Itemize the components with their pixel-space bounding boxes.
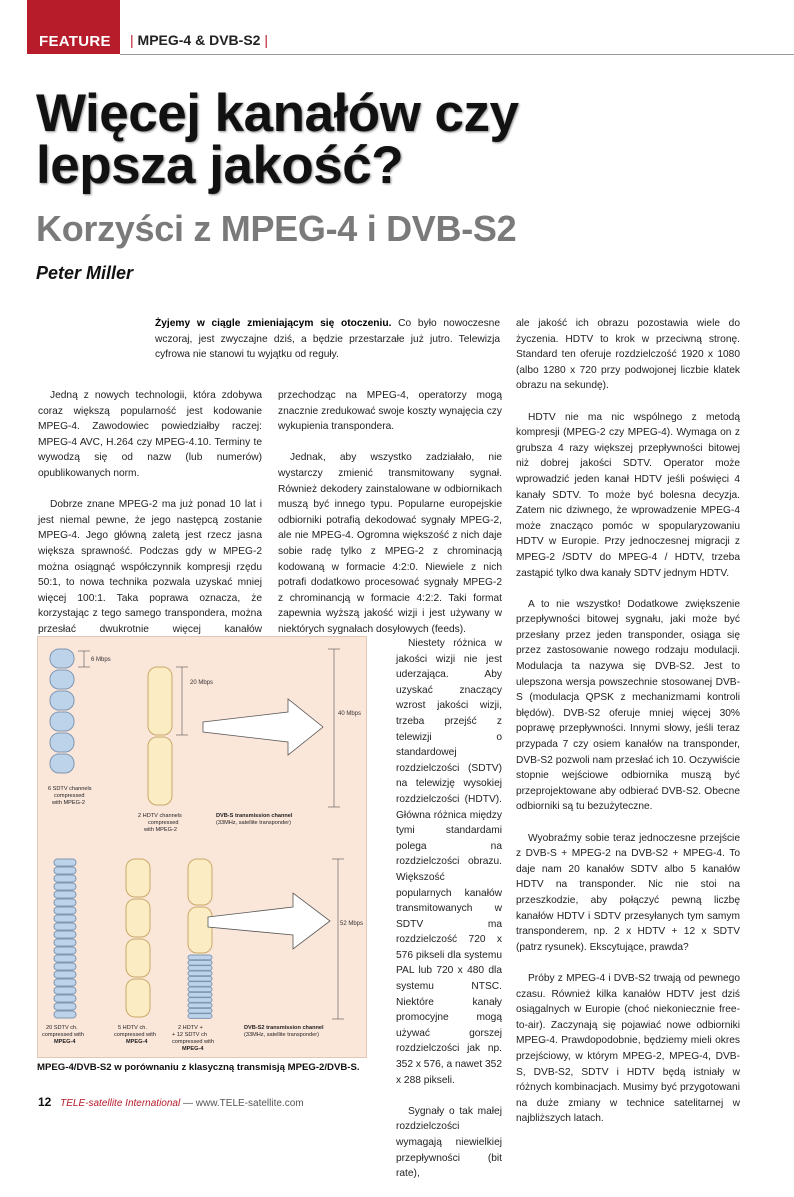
sdtv-block	[54, 955, 76, 962]
sdtv-block	[50, 670, 74, 689]
sdtv-block	[50, 754, 74, 773]
diagram-svg	[38, 637, 366, 1057]
feature-label: FEATURE	[39, 33, 111, 50]
sdtv-block	[54, 907, 76, 914]
sdtv-block	[188, 992, 212, 997]
bot-b-line1: 5 HDTV ch.	[118, 1025, 147, 1031]
header-rule	[120, 54, 794, 55]
sdtv-block	[54, 931, 76, 938]
top-c-line1: DVB-S transmission channel	[216, 813, 293, 819]
figure-diagram	[37, 636, 367, 1058]
top-b-line1: 2 HDTV channels	[138, 813, 182, 819]
sdtv-block	[54, 891, 76, 898]
sdtv-block	[54, 923, 76, 930]
hdtv-block	[126, 899, 150, 937]
sdtv-block	[54, 971, 76, 978]
sdtv-block	[50, 649, 74, 668]
column-1	[38, 388, 262, 669]
hdtv-block	[126, 859, 150, 897]
bot-c-line1: 2 HDTV +	[178, 1025, 203, 1031]
sdtv-block	[54, 963, 76, 970]
sdtv-block	[188, 998, 212, 1003]
hdtv-stack-top	[148, 667, 172, 805]
arrow-bottom	[208, 893, 330, 949]
sdtv-block	[188, 966, 212, 971]
footer-url: www.TELE-satellite.com	[195, 1098, 304, 1109]
paragraph: Sygnały o tak małej rozdzielczości wymagają niewielkiej przepływności (bit rate),	[396, 1105, 502, 1180]
sdtv-block	[50, 712, 74, 731]
sdtv-block	[188, 982, 212, 987]
section-title: | MPEG-4 & DVB-S2 |	[130, 32, 268, 48]
bot-c-line2: + 12 SDTV ch	[172, 1032, 207, 1038]
bot-a-line2: compressed with	[42, 1032, 84, 1038]
hdtv-block	[148, 737, 172, 805]
paragraph: ale jakość ich obrazu pozostawia wiele do życzenia. HDTV to krok w przeciwną stronę. Standard ten oferuje rozdzielczość 1920 x 1080 (albo 1280 x 720 przy podwojonej liczbie klatek obrazu na sekundę).	[516, 318, 740, 392]
sdtv-block	[54, 883, 76, 890]
sdtv-block	[54, 1003, 76, 1010]
headline-line-2: lepsza jakość?	[36, 136, 404, 195]
bot-a-line3: MPEG-4	[54, 1039, 76, 1045]
sdtv-block	[188, 960, 212, 965]
bot-d-line2: (33MHz, satellite transponder)	[244, 1032, 319, 1038]
hdtv-block	[126, 939, 150, 977]
sdtv-block	[54, 947, 76, 954]
footer	[38, 1095, 304, 1109]
headline	[36, 84, 776, 195]
sdtv-block	[54, 1011, 76, 1018]
label-40mbps: 40 Mbps	[338, 711, 362, 717]
hdtv-block	[126, 979, 150, 1017]
sdtv-block	[54, 899, 76, 906]
lead-paragraph	[155, 316, 500, 363]
top-a-line2: compressed	[54, 793, 85, 799]
sdtv-block	[54, 867, 76, 874]
sdtv-block	[54, 915, 76, 922]
bot-d-line1: DVB-S2 transmission channel	[244, 1025, 324, 1031]
column-3	[516, 316, 740, 1142]
sdtv-stack-top	[50, 649, 74, 773]
column-2-lower	[396, 636, 502, 1197]
sdtv-block	[54, 859, 76, 866]
sdtv-block	[54, 987, 76, 994]
sdtv-block	[50, 691, 74, 710]
label-6mbps: 6 Mbps	[91, 657, 111, 663]
paragraph: Niestety różnica w jakości wizji nie jest uderzająca. Aby uzyskać znaczący wzrost jakości wizji, trzeba przejść z telewizji o standardowej rozdzielczości (SDTV) na telewizję wysokiej rozdzielczości (HDTV). Główna różnica między tymi standardami polega na rozdzielczości obrazu. Większość popularnych kanałów transmitowanych w SDTV ma rozdzielczość 720 x 576 pikseli dla systemu PAL lub 720 x 480 dla systemu NTSC. Niektóre kanały promocyjne mogą używać gorszej rozdzielczości jak np. 352 x 576, a nawet 352 x 288 pikseli.	[396, 638, 502, 1086]
top-a-line3: with MPEG-2	[52, 800, 85, 806]
page-number: 12	[38, 1095, 52, 1109]
footer-dash: —	[183, 1098, 193, 1109]
hdtv-block	[188, 907, 212, 953]
top-a-line1: 6 SDTV channels	[48, 786, 92, 792]
hdtv-block	[188, 859, 212, 905]
mixed-stack-bottom	[188, 859, 212, 1018]
sdtv-block	[188, 1008, 212, 1013]
bot-c-line3: compressed with	[172, 1039, 214, 1045]
label-20mbps: 20 Mbps	[190, 680, 214, 686]
bot-c-line4: MPEG-4	[182, 1046, 204, 1052]
arrow-top	[203, 699, 323, 755]
headline-line-1: Więcej kanałów czy	[36, 84, 519, 143]
sdtv-block	[54, 875, 76, 882]
publication-name: TELE-satellite International	[60, 1098, 181, 1109]
sdtv-block	[50, 733, 74, 752]
sdtv-block	[188, 987, 212, 992]
feature-tag	[27, 0, 120, 54]
label-52mbps: 52 Mbps	[340, 921, 364, 927]
sdtv-block	[54, 995, 76, 1002]
paragraph: Wyobraźmy sobie teraz jednoczesne przejście z DVB-S + MPEG-2 na DVB-S2 + MPEG-4. To daje nam 20 kanałów SDTV albo 5 kanałów HDTV na transponder. Nic nie stoi na przeszkodzie, aby połączyć pewną liczbę kanałów HDTV i SDTV przesyłanych tym samym transponderem, np. 2 x HDTV + 12 x SDTV (patrz rysunek). Ekscytujące, prawda?	[516, 832, 740, 953]
hdtv-block	[148, 667, 172, 735]
sdtv-block	[54, 939, 76, 946]
lead-rest: Co było nowoczesne wczoraj, jest zwyczajne dziś, a będzie przestarzałe już jutro. Telewizja cyfrowa nie stanowi tu wyjątku od reguły.	[155, 318, 500, 361]
bot-b-line2: compressed with	[114, 1032, 156, 1038]
paragraph: przechodząc na MPEG-4, operatorzy mogą znacznie zredukować swoje koszty wynajęcia czy wykupienia transpondera.	[278, 390, 502, 433]
sdtv-block	[188, 1014, 212, 1019]
bot-a-line1: 20 SDTV ch.	[46, 1025, 78, 1031]
sdtv-stack-bottom	[54, 859, 76, 1018]
section-title-text: MPEG-4 & DVB-S2	[137, 32, 261, 48]
bot-b-line3: MPEG-4	[126, 1039, 148, 1045]
subtitle: Korzyści z MPEG-4 i DVB-S2	[36, 208, 517, 249]
top-b-line3: with MPEG-2	[144, 827, 177, 833]
sdtv-block	[188, 971, 212, 976]
paragraph: Próby z MPEG-4 i DVB-S2 trwają od pewnego czasu. Również kilka kanałów HDTV jest dziś osiągalnych w Europie (choć niekoniecznie free-to-air). Zaczynają się pojawiać nowe odbiorniki MPEG-4. Prawdopodobnie, będziemy mieli okres przejściowy, w którym MPEG-2, MPEG-4, DVB-S, DVB-S2, SDTV i HDTV będą istniały w różnych kombinacjach. Musimy być przygotowani na duże zmiany w technice satelitarnej w najbliższych latach.	[516, 972, 740, 1125]
sdtv-block	[188, 955, 212, 960]
author: Peter Miller	[36, 263, 134, 283]
hdtv-stack-bottom	[126, 859, 150, 1017]
sdtv-block	[188, 976, 212, 981]
top-c-line2: (33MHz, satellite transponder)	[216, 820, 291, 826]
paragraph: HDTV nie ma nic wspólnego z metodą kompresji (MPEG-2 czy MPEG-4). Wymaga on z grubsza 4 razy większej przepływności bitowej niż dobrej jakości SDTV. Operator może wprowadzić jeden kanał HDTV jeśli poświęci 4 kanały SDTV. To może być bolesna decyzja. Zatem nic dziwnego, że wprowadzenie MPEG-4 może znacząco pomóc w spopularyzowaniu HDTV w Europie. Przy jednoczesnej migracji z MPEG-2 /SDTV do MPEG-4 / HDTV, trzeba zastąpić tylko dwa kanały SDTV jednym HDTV.	[516, 411, 740, 579]
paragraph: Jednak, aby wszystko zadziałało, nie wystarczy zmienić transmitowany sygnał. Również dekodery zainstalowane w odbiornikach muszą być innego typu. Popularne europejskie odbiorniki potrafią dekodować sygnały MPEG-2, ale nie MPEG-4. Ogromna większość z nich daje sobie radę tylko z MPEG-2 z chrominacją kodowaną w formacie 4:2:0. Niewiele z nich potrafi dodatkowo procesować sygnały MPEG-2 z chrominancją w formacie 4:2:2. Taki format zapewnia wyższą jakość wizji i jest używany w niektórych sygnałach dosyłowych (feeds).	[278, 452, 502, 635]
paragraph: A to nie wszystko! Dodatkowe zwiększenie przepływności bitowej sygnału, jaki może być przesłany przez jeden transponder, osiąga się przez zastosowanie nowego rodzaju modulacji. Modulacja ta nazywa się DVB-S2. Jest to ulepszona wersja powszechnie stosowanej DVB-S (modulacja QPSK z mechanizmami kontroli błędów). DVB-S2 oferuje mniej więcej 30% poprawę przepływności. Innymi słowy, jeśli teraz przypada 7 czy osiem kanałów na transponder, DVB-S2 pozwoli nam przesłać ich 10. Oczywiście stopnie wejściowe odbiornika muszą być przeprojektowane aby odbierać DVB-S2. Obecne odbiorniki są tu bezużyteczne.	[516, 598, 740, 813]
figure-caption: MPEG-4/DVB-S2 w porównaniu z klasyczną transmisją MPEG-2/DVB-S.	[37, 1062, 360, 1073]
sdtv-block	[188, 1003, 212, 1008]
paragraph: Dobrze znane MPEG-2 ma już ponad 10 lat i jest niemal pewne, że jego następcą zostanie MPEG-4. Jego główną zaletą jest rzecz jasna większa sprawność. Podczas gdy w MPEG-2 można osiągnąć współczynnik kompresji rzędu 50:1, to nowa technika pozwala uzyskać mniej więcej 100:1. Taka poprawa oznacza, że korzystając z tego samego transpondera, można przesłać dwukrotnie więcej kanałów	[38, 499, 262, 635]
column-2	[278, 388, 502, 653]
lead-bold: Żyjemy w ciągle zmieniającym się otoczeniu.	[155, 318, 392, 329]
top-b-line2: compressed	[148, 820, 179, 826]
sdtv-block	[54, 979, 76, 986]
paragraph: Jedną z nowych technologii, która zdobywa coraz większą popularność jest kodowanie MPEG-4. Zawodowiec powiedziałby raczej: MPEG-4 AVC, H.264 czy MPEG-4.10. Terminy te wywodzą się od nazw (lub numerów) opublikowanych norm.	[38, 390, 262, 479]
